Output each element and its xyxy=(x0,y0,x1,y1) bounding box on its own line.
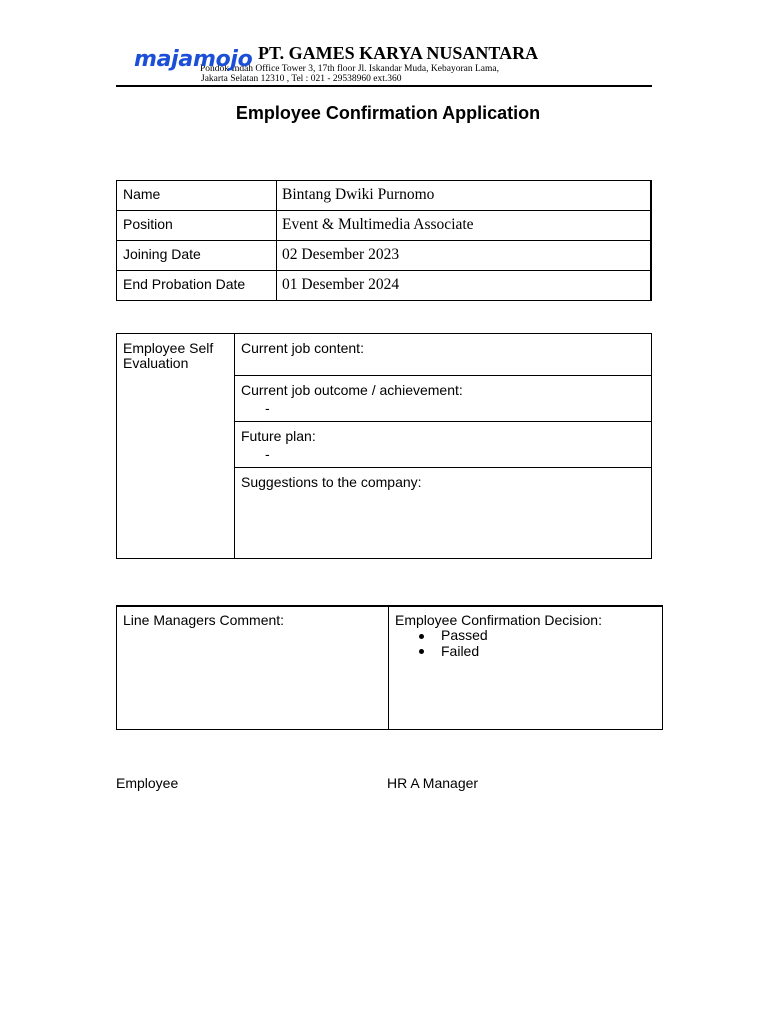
future-plan-answer: - xyxy=(265,446,270,462)
company-logo: majamojo xyxy=(134,47,253,72)
job-outcome-label: Current job outcome / achievement: xyxy=(241,382,463,398)
table-row xyxy=(117,211,650,241)
future-plan-label: Future plan: xyxy=(241,428,316,444)
employee-signature-label: Employee xyxy=(116,775,179,791)
table-row xyxy=(117,241,650,271)
header-divider xyxy=(116,85,652,87)
name-label: Name xyxy=(117,181,277,210)
manager-comment-cell xyxy=(117,607,389,729)
company-address-line1: Pondok Indah Office Tower 3, 17th floor Jl. Iskandar Muda, Kebayoran Lama, xyxy=(200,64,499,74)
table-row xyxy=(117,181,650,211)
decision-option-passed xyxy=(395,628,662,644)
bullet-icon xyxy=(419,634,424,639)
hr-manager-signature-label: HR A Manager xyxy=(387,775,479,791)
document-title: Employee Confirmation Application xyxy=(235,103,541,123)
decision-option-failed xyxy=(395,644,662,660)
future-plan-section xyxy=(235,422,651,468)
suggestions-section xyxy=(235,468,651,558)
job-outcome-answer: - xyxy=(265,400,270,416)
employee-info-table xyxy=(116,180,652,301)
joining-date-value: 02 Desember 2023 xyxy=(282,246,400,263)
end-probation-date-label: End Probation Date xyxy=(117,271,277,300)
self-evaluation-heading: Employee Self Evaluation xyxy=(117,334,235,558)
bullet-icon xyxy=(419,649,424,654)
manager-comment-label: Line Managers Comment: xyxy=(123,612,285,628)
review-table xyxy=(116,605,663,730)
decision-option-label: Failed xyxy=(441,642,480,659)
end-probation-date-value: 01 Desember 2024 xyxy=(282,276,400,293)
company-name: PT. GAMES KARYA NUSANTARA xyxy=(258,43,539,63)
current-job-content-label: Current job content: xyxy=(241,340,364,356)
self-evaluation-table xyxy=(116,333,652,559)
position-label: Position xyxy=(117,211,277,240)
position-value: Event & Multimedia Associate xyxy=(282,216,474,233)
decision-option-label: Passed xyxy=(441,627,488,643)
decision-label: Employee Confirmation Decision: xyxy=(395,612,602,628)
joining-date-label: Joining Date xyxy=(117,241,277,270)
self-evaluation-sections xyxy=(235,334,651,558)
suggestions-label: Suggestions to the company: xyxy=(241,474,422,490)
company-address-line2: Jakarta Selatan 12310 , Tel : 021 - 29538960 ext.360 xyxy=(201,74,402,84)
table-row xyxy=(117,271,650,300)
name-value: Bintang Dwiki Purnomo xyxy=(282,186,435,203)
current-job-content-section xyxy=(235,334,651,376)
job-outcome-section xyxy=(235,376,651,422)
decision-cell xyxy=(389,607,662,729)
